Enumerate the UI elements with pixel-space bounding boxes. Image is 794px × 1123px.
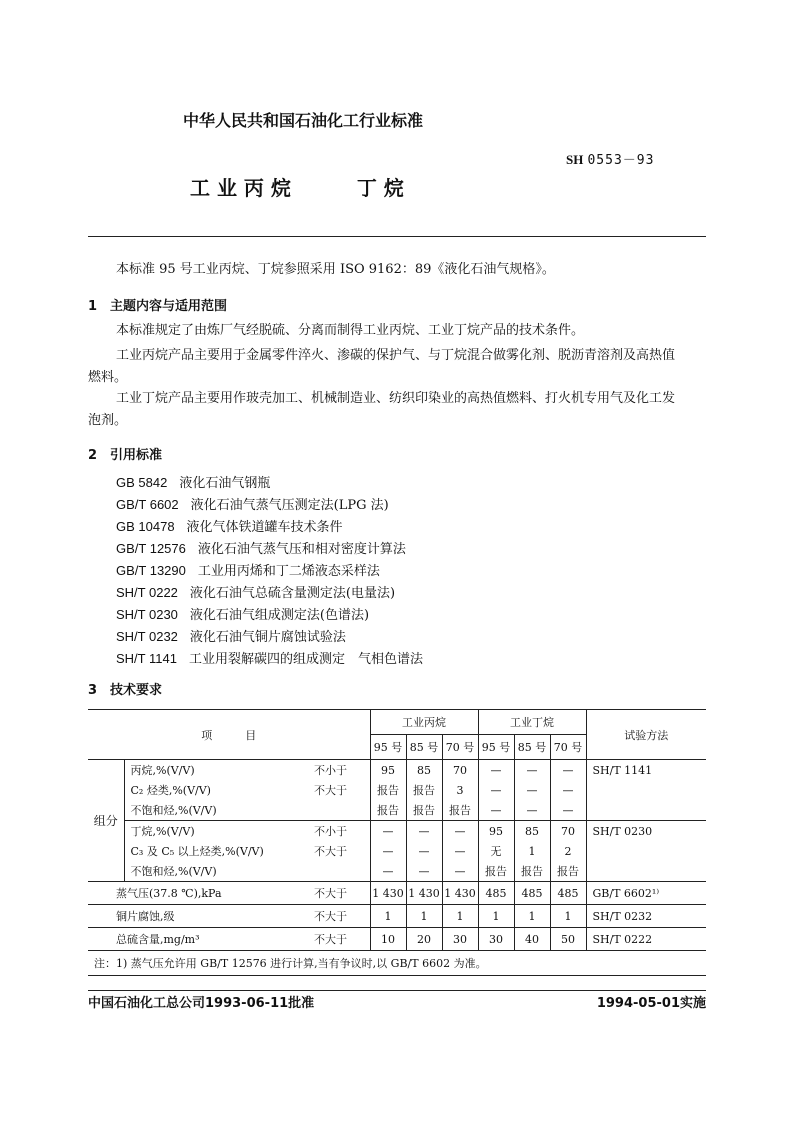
cell: 报告 — [514, 861, 550, 882]
cell: 1 — [406, 905, 442, 928]
grade-header: 85 号 — [514, 735, 550, 760]
group-label: 组分 — [88, 760, 124, 882]
section-2-heading: 2 引用标准 — [88, 448, 163, 463]
col-header-propane: 工业丙烷 — [370, 710, 478, 735]
col-header-method: 试验方法 — [586, 710, 706, 760]
code-number: 0553－93 — [587, 153, 655, 168]
cell: 1 — [514, 841, 550, 861]
grade-header: 70 号 — [550, 735, 586, 760]
cell: 85 — [406, 760, 442, 781]
row-name: 丁烷,%(V/V) — [130, 825, 195, 838]
cell: 1 430 — [370, 882, 406, 905]
row-name: 蒸气压(37.8 ℃),kPa — [116, 887, 222, 900]
cell: — — [550, 780, 586, 800]
grade-header: 70 号 — [442, 735, 478, 760]
cell: 95 — [478, 821, 514, 842]
cell: 报告 — [406, 800, 442, 821]
row-name: C₂ 烃类,%(V/V) — [130, 784, 211, 797]
standard-item: SH/T 1141 工业用裂解碳四的组成测定 气相色谱法 — [116, 651, 423, 667]
cell: 40 — [514, 928, 550, 951]
method-cell — [586, 780, 706, 800]
section-1-p3-line2: 泡剂。 — [88, 413, 128, 428]
method-cell: SH/T 0230 — [592, 824, 653, 838]
cell: — — [442, 841, 478, 861]
grade-header: 85 号 — [406, 735, 442, 760]
cell: 70 — [550, 821, 586, 842]
cell: 30 — [478, 928, 514, 951]
standard-item: SH/T 0222 液化石油气总硫含量测定法(电量法) — [116, 585, 396, 601]
approval-text: 中国石油化工总公司1993-06-11批准 — [88, 996, 315, 1011]
standard-item: SH/T 0232 液化石油气铜片腐蚀试验法 — [116, 629, 346, 645]
row-name: 不饱和烃,%(V/V) — [130, 865, 217, 878]
footer-divider — [88, 990, 706, 991]
cell: — — [370, 821, 406, 842]
cell: 报告 — [442, 800, 478, 821]
intro-paragraph: 本标准 95 号工业丙烷、丁烷参照采用 ISO 9162：89《液化石油气规格》。 — [116, 262, 555, 277]
row-limit — [314, 800, 370, 821]
cell: 485 — [550, 882, 586, 905]
cell: — — [514, 800, 550, 821]
row-limit: 不大于 — [314, 780, 370, 800]
section-3-heading: 3 技术要求 — [88, 683, 163, 698]
cell: 2 — [550, 841, 586, 861]
standard-item: SH/T 0230 液化石油气组成测定法(色谱法) — [116, 607, 370, 623]
cell: — — [442, 821, 478, 842]
implementation-text: 1994-05-01实施 — [596, 996, 706, 1011]
cell: 报告 — [406, 780, 442, 800]
method-cell — [586, 800, 706, 821]
cell: 1 — [370, 905, 406, 928]
row-name: 总硫含量,mg/m³ — [116, 933, 200, 946]
col-header-butane: 工业丁烷 — [478, 710, 586, 735]
row-limit: 不小于 — [314, 821, 370, 842]
document-title — [190, 172, 404, 201]
cell: — — [550, 760, 586, 781]
cell: 1 430 — [406, 882, 442, 905]
method-cell — [586, 841, 706, 861]
code-prefix: SH — [566, 152, 584, 167]
section-1-p3-line1: 工业丁烷产品主要用作玻壳加工、机械制造业、纺织印染业的高热值燃料、打火机专用气及化工发 — [116, 391, 676, 406]
title-part-2: 丁 烷 — [356, 176, 404, 200]
table-note: 注：1) 蒸气压允许用 GB/T 12576 进行计算,当有争议时,以 GB/T 6602 为准。 — [94, 957, 487, 970]
cell: 1 — [550, 905, 586, 928]
cell: 20 — [406, 928, 442, 951]
cell: 报告 — [370, 780, 406, 800]
cell: — — [406, 821, 442, 842]
standard-item: GB 5842 液化石油气钢瓶 — [116, 475, 271, 491]
method-cell: SH/T 0232 — [592, 909, 653, 923]
standard-item: GB/T 6602 液化石油气蒸气压测定法(LPG 法) — [116, 497, 389, 513]
cell: 1 — [442, 905, 478, 928]
row-limit: 不大于 — [314, 841, 370, 861]
cell: — — [478, 780, 514, 800]
cell: 10 — [370, 928, 406, 951]
technical-requirements-table — [88, 709, 706, 976]
row-limit — [314, 861, 370, 882]
section-1-p1: 本标准规定了由炼厂气经脱硫、分离而制得工业丙烷、工业丁烷产品的技术条件。 — [116, 323, 585, 338]
col-header-item: 项 目 — [88, 710, 370, 760]
cell: — — [406, 841, 442, 861]
cell: — — [550, 800, 586, 821]
standard-item: GB 10478 液化气体铁道罐车技术条件 — [116, 519, 343, 535]
method-cell: SH/T 0222 — [592, 932, 653, 946]
cell: 70 — [442, 760, 478, 781]
grade-header: 95 号 — [478, 735, 514, 760]
cell: 3 — [442, 780, 478, 800]
section-1-p2-line1: 工业丙烷产品主要用于金属零件淬火、渗碳的保护气、与丁烷混合做雾化剂、脱沥青溶剂及高热值 — [116, 348, 676, 363]
section-1-p2-line2: 燃料。 — [88, 370, 128, 385]
cell: — — [478, 760, 514, 781]
cell: — — [442, 861, 478, 882]
cell: — — [370, 841, 406, 861]
document-code — [566, 149, 654, 168]
standard-item: GB/T 13290 工业用丙烯和丁二烯液态采样法 — [116, 563, 380, 579]
cell: 报告 — [478, 861, 514, 882]
method-cell: SH/T 1141 — [592, 763, 653, 777]
cell: 报告 — [370, 800, 406, 821]
row-name: 不饱和烃,%(V/V) — [130, 804, 217, 817]
cell: 85 — [514, 821, 550, 842]
cell: 1 — [514, 905, 550, 928]
cell: — — [406, 861, 442, 882]
section-1-heading: 1 主题内容与适用范围 — [88, 299, 228, 314]
row-limit: 不小于 — [314, 760, 370, 781]
grade-header: 95 号 — [370, 735, 406, 760]
cell: 30 — [442, 928, 478, 951]
cell: — — [370, 861, 406, 882]
cell: — — [514, 780, 550, 800]
row-name: C₃ 及 C₅ 以上烃类,%(V/V) — [130, 845, 264, 858]
cell: 485 — [514, 882, 550, 905]
row-limit: 不大于 — [314, 928, 370, 951]
method-cell: GB/T 6602¹⁾ — [592, 886, 660, 900]
row-name: 丙烷,%(V/V) — [130, 764, 195, 777]
cell: 1 430 — [442, 882, 478, 905]
cell: — — [514, 760, 550, 781]
standard-item: GB/T 12576 液化石油气蒸气压和相对密度计算法 — [116, 541, 406, 557]
row-limit: 不大于 — [314, 905, 370, 928]
cell: 50 — [550, 928, 586, 951]
title-part-1: 工 业 丙 烷 — [190, 176, 291, 200]
row-limit: 不大于 — [314, 882, 370, 905]
header-divider — [88, 236, 706, 237]
cell: 无 — [478, 841, 514, 861]
cell: 485 — [478, 882, 514, 905]
cell: 95 — [370, 760, 406, 781]
cell: 1 — [478, 905, 514, 928]
cell: — — [478, 800, 514, 821]
cell: 报告 — [550, 861, 586, 882]
row-name: 铜片腐蚀,级 — [116, 910, 175, 923]
org-title: 中华人民共和国石油化工行业标准 — [183, 111, 424, 130]
method-cell — [586, 861, 706, 882]
